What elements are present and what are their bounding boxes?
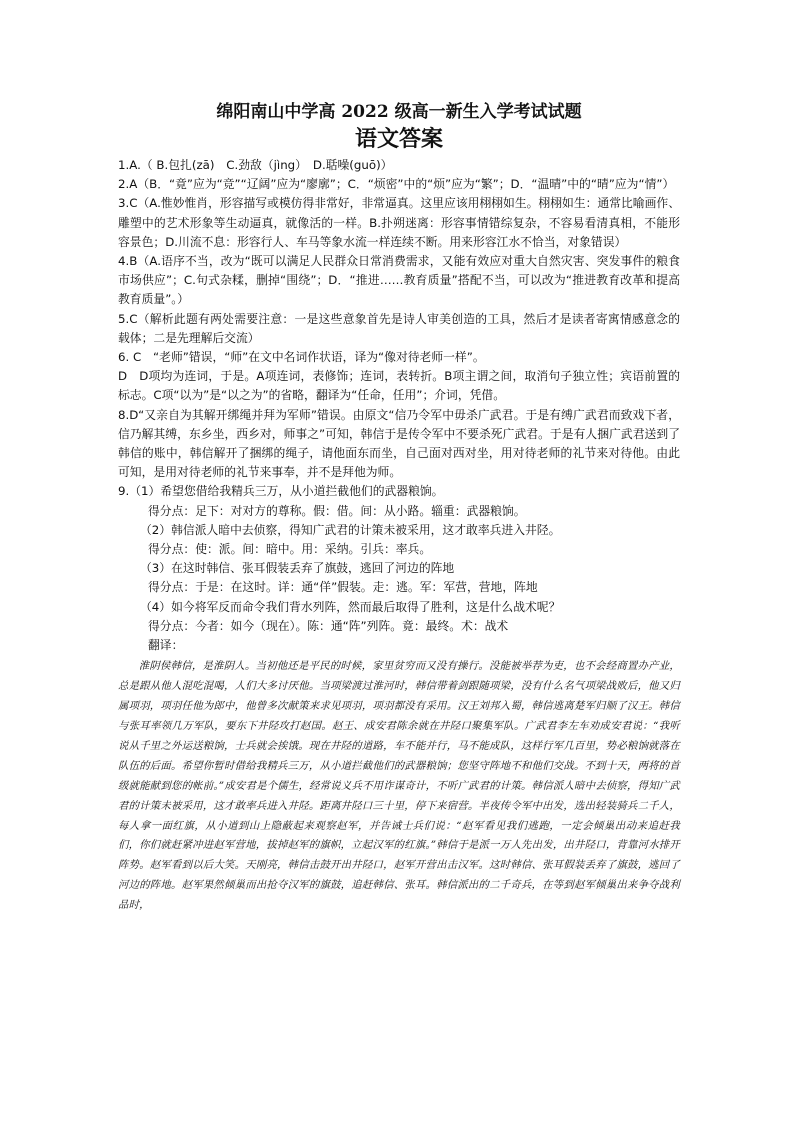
answer-item: 8.D“又亲自为其解开绑绳并拜为军师”错误。由原文“信乃令军中毋杀广武君。于是有缚广武君而致戏下者，信乃解其缚，东乡坐，西乡对，师事之”可知，韩信于是传令军中不要杀死广武君。于是有人捆广武君送到了韩信的账中，韩信解开了捆绑的绳子，请他面东而坐，自己面对西对坐，用对待老师的礼节来对待他。由此可知，是用对待老师的礼节来事奉，并不是拜他为师。 xyxy=(118,407,680,480)
translation-paragraph: 淮阴侯韩信，是淮阴人。当初他还是平民的时候，家里贫穷而又没有操行。没能被举荐为吏，也不会经商置办产业，总是跟从他人混吃混喝，人们大多讨厌他。当项梁渡过淮河时，韩信带着剑跟随项梁，没有什么名气项梁战败后，他又归属项羽，项羽任他为郎中，他曾多次献策来求见项羽，项羽都没有采用。汉王刘邦入蜀，韩信逃离楚军归顺了汉王。韩信与张耳率领几万军队，要东下井陉攻打赵国。赵王、成安君陈余就在井陉口聚集军队。广武君李左车劝成安君说：“我听说从千里之外运送粮饷，士兵就会挨饿。现在井陉的道路，车不能并行，马不能成队，这样行军几百里，势必粮饷就落在队伍的后面。希望你暂时借给我精兵三万，从小道拦截他们的武器粮饷；您坚守阵地不和他们交战。不到十天，两将的首级就能献到您的帐前。”成安君是个儒生，经常说义兵不用诈谋奇计，不听广武君的计策。韩信派人暗中去侦察，得知广武君的计策未被采用，这才敢率兵进入井陉。距离井陉口三十里，停下来宿营。半夜传令军中出发，选出轻装骑兵二千人，每人拿一面红旗，从小道到山上隐蔽起来观察赵军，并告诫士兵们说：“赵军看见我们逃跑，一定会倾巢出动来追赶我们，你们就赶紧冲进赵军营地，拔掉赵军的旗帜，立起汉军的红旗。”韩信于是派一万人先出发，出井陉口，背靠河水排开阵势。赵军看到以后大笑。天刚亮，韩信击鼓开出井陉口，赵军开营出击汉军。这时韩信、张耳假装丢弃了旗鼓，逃回了河边的阵地。赵军果然倾巢而出抢夺汉军的旗鼓，追赶韩信、张耳。韩信派出的二千奇兵，在等到赵军倾巢出来争夺战利品时， xyxy=(118,660,680,912)
q9-line: 得分点：使：派。间：暗中。用：采纳。引兵：率兵。 xyxy=(148,542,432,557)
answer-item: 3.C（A.惟妙惟肖，形容描写或模仿得非常好，非常逼真。这里应该用栩栩如生。栩栩如生：通常比喻画作、雕塑中的艺术形象等生动逼真，就像活的一样。B.扑朔迷离：形容事情错综复杂，不容易看清真相，不能形容景色；D.川流不息：形容行人、车马等象水流一样连续不断。用来形容江水不恰当，对象错误） xyxy=(118,196,680,249)
q9-line: 9.（1）希望您借给我精兵三万，从小道拦截他们的武器粮饷。 xyxy=(118,484,444,499)
q9-line: （3）在这时韩信、张耳假装丢弃了旗鼓，逃回了河边的阵地 xyxy=(140,561,455,576)
q9-line: 得分点：于是：在这时。详：通“佯”假装。走：逃。军：军营，营地，阵地 xyxy=(148,580,538,595)
answer-item: 1.A.（ B.包扎(zā) C.劲敌（jìng） D.聒噪(guō)） xyxy=(118,158,393,172)
q9-line: 翻译： xyxy=(148,638,184,653)
q9-line: 得分点：足下：对对方的尊称。假：借。间：从小路。辎重：武器粮饷。 xyxy=(148,503,526,518)
answer-sheet xyxy=(118,100,680,916)
answer-item: 2.A（B．“竟”应为“竞”“辽阔”应为“廖廓”；C．“烦密”中的“烦”应为“繁”；D．“温晴”中的“晴”应为“情”） xyxy=(118,177,675,192)
answer-heading: 语文答案 xyxy=(354,126,443,152)
exam-title: 绵阳南山中学高 2022 级高一新生入学考试试题 xyxy=(216,102,582,122)
q9-line: （2）韩信派人暗中去侦察，得知广武君的计策未被采用，这才敢率兵进入井陉。 xyxy=(140,522,561,537)
answer-item: 5.C（解析此题有两处需要注意：一是这些意象首先是诗人审美创造的工具，然后才是读者寄寓情感意念的载体；二是先理解后交流） xyxy=(118,311,680,345)
answer-item: 6. C “老师”错误，“师”在文中名词作状语，译为“像对待老师一样”。 xyxy=(118,350,485,365)
answer-item: D D项均为连词，于是。A项连词，表修饰；连词，表转折。B项主谓之间，取消句子独立性；宾语前置的标志。C项“以为”是“以之为”的省略，翻译为“任命，任用”；介词，凭借。 xyxy=(118,369,680,403)
answer-item: 4.B（A.语序不当，改为“既可以满足人民群众日常消费需求，又能有效应对重大自然灾害、突发事件的粮食市场供应”；C.句式杂糅，删掉“围绕”；D．“推进……教育质量”搭配不当，可以改为“推进教育改革和提高教育质量”。） xyxy=(118,254,680,307)
q9-line: （4）如今将军反而命令我们背水列阵，然而最后取得了胜利，这是什么战术呢？ xyxy=(140,599,561,614)
answer-list xyxy=(118,156,680,655)
q9-line: 得分点：今者：如今（现在）。陈：通“阵”列阵。竟：最终。术：战术 xyxy=(148,618,509,633)
